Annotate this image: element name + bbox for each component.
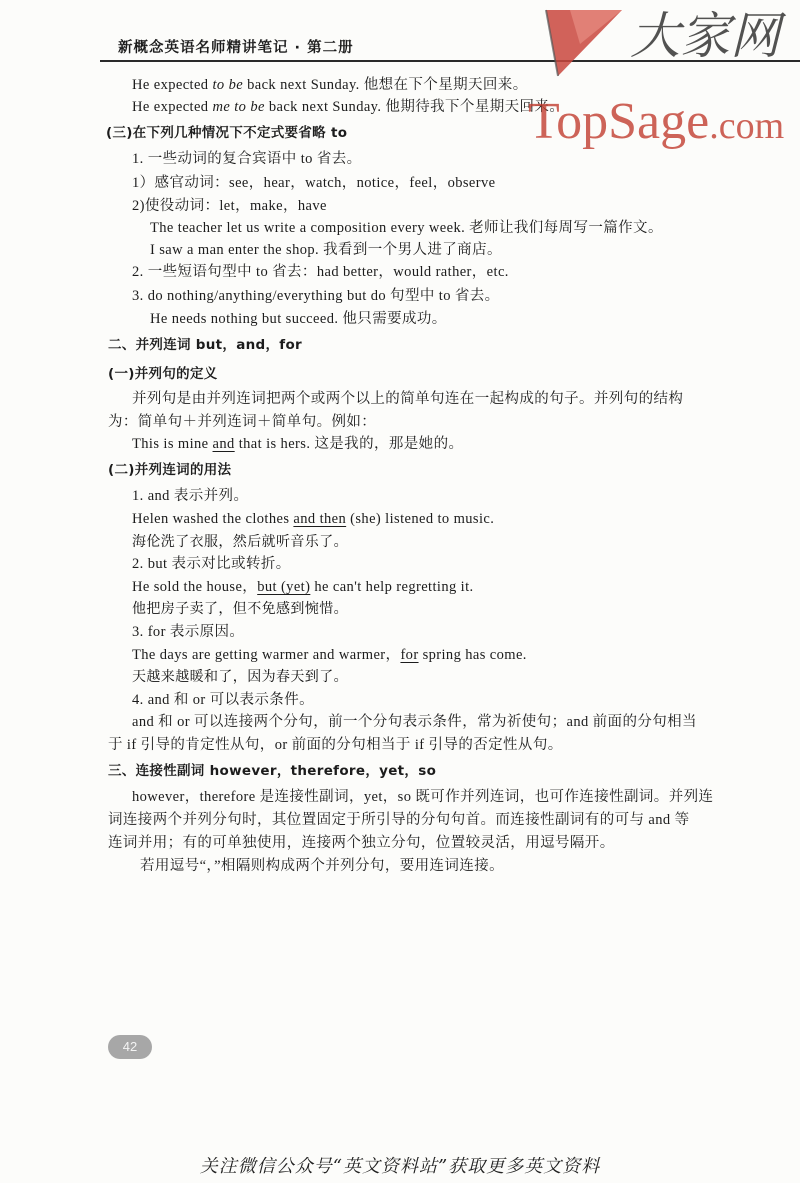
sub-list-item: 1）感官动词：see，hear，watch，notice，feel，observe <box>132 175 496 191</box>
example-sentence <box>132 509 494 529</box>
watermark-site-main: TopSage <box>528 93 710 150</box>
translation-line: 海伦洗了衣服，然后就听音乐了。 <box>132 534 348 550</box>
list-item: 1. 一些动词的复合宾语中 to 省去。 <box>132 151 362 167</box>
example-sentence <box>132 645 527 665</box>
list-item: 2. but 表示对比或转折。 <box>132 556 291 572</box>
header-rule <box>100 60 800 62</box>
text-segment: he can't help regretting it. <box>310 579 474 595</box>
section-heading: (一)并列句的定义 <box>108 366 218 382</box>
example-sentence: The teacher let us write a composition every week. 老师让我们每周写一篇作文。 <box>150 220 663 236</box>
sub-list-item: 2)使役动词：let，make，have <box>132 198 327 214</box>
page-number: 42 <box>108 1035 152 1059</box>
watermark-site-suffix: .com <box>709 105 785 147</box>
text-segment: He sold the house， <box>132 579 258 595</box>
paragraph-line: 于 if 引导的肯定性从句，or 前面的分句相当于 if 引导的否定性从句。 <box>108 737 563 753</box>
text-segment: back next Sunday. 他期待我下个星期天回来。 <box>264 99 565 115</box>
underlined-conjunction: and <box>212 436 235 452</box>
paragraph-line: however，therefore 是连接性副词，yet，so 既可作并列连词，也可作连接性副词。并列连 <box>132 789 714 805</box>
paragraph-line: 并列句是由并列连词把两个或两个以上的简单句连在一起构成的句子。并列句的结构 <box>132 391 684 407</box>
text-segment: spring has come. <box>418 647 527 663</box>
list-item: 4. and 和 or 可以表示条件。 <box>132 692 314 708</box>
paragraph-line: 为：简单句＋并列连词＋简单句。例如： <box>108 414 377 430</box>
text-segment: The days are getting warmer and warmer， <box>132 647 401 663</box>
example-sentence: I saw a man enter the shop. 我看到一个男人进了商店。 <box>150 242 502 258</box>
example-sentence <box>132 97 564 117</box>
text-segment: He expected <box>132 99 213 115</box>
text-segment: This is mine <box>132 436 213 452</box>
list-item: 2. 一些短语句型中 to 省去：had better，would rather，etc. <box>132 264 509 280</box>
chapter-heading: 三、连接性副词 however，therefore，yet，so <box>108 763 437 779</box>
example-sentence <box>132 577 474 597</box>
underlined-conjunction: for <box>400 647 419 663</box>
chapter-heading: 二、并列连词 but，and，for <box>108 337 303 353</box>
translation-line: 他把房子卖了，但不免感到惋惜。 <box>132 601 348 617</box>
section-heading: (三)在下列几种情况下不定式要省略 to <box>106 125 348 141</box>
watermark-site-name <box>528 92 784 156</box>
paragraph-line: and 和 or 可以连接两个分句，前一个分句表示条件，常为祈使句；and 前面的分句相当 <box>132 714 697 730</box>
text-segment: (she) listened to music. <box>346 511 495 527</box>
text-segment: Helen washed the clothes <box>132 511 294 527</box>
watermark-logo-text: 大家网 <box>630 7 780 65</box>
list-item: 3. do nothing/anything/everything but do 句型中 to 省去。 <box>132 288 500 304</box>
text-segment: back next Sunday. 他想在下个星期天回来。 <box>243 77 528 93</box>
paragraph-line: 若用逗号“，”相隔则构成两个并列分句，要用连词连接。 <box>140 858 505 874</box>
underlined-conjunction: and then <box>293 511 347 527</box>
italic-phrase: me to be <box>212 99 265 115</box>
underlined-conjunction: but (yet) <box>257 579 311 595</box>
example-sentence <box>132 434 463 454</box>
footer-note: 关注微信公众号“英文资料站”获取更多英文资料 <box>199 1156 601 1177</box>
text-segment: that is hers. 这是我的，那是她的。 <box>234 436 464 452</box>
paragraph-line: 词连接两个并列分句时，其位置固定于所引导的分句句首。而连接性副词有的可与 and 等 <box>108 812 690 828</box>
list-item: 1. and 表示并列。 <box>132 488 249 504</box>
paragraph-line: 连词并用；有的可单独使用，连接两个独立分句，位置较灵活，用逗号隔开。 <box>108 835 615 851</box>
example-sentence <box>132 75 528 95</box>
text-segment: He expected <box>132 77 213 93</box>
watermark-logo-icon <box>540 6 626 78</box>
list-item: 3. for 表示原因。 <box>132 624 245 640</box>
italic-phrase: to be <box>212 77 244 93</box>
section-heading: (二)并列连词的用法 <box>108 462 232 478</box>
example-sentence: He needs nothing but succeed. 他只需要成功。 <box>150 311 447 327</box>
running-header-title: 新概念英语名师精讲笔记 · 第二册 <box>118 40 354 56</box>
translation-line: 天越来越暖和了，因为春天到了。 <box>132 669 348 685</box>
